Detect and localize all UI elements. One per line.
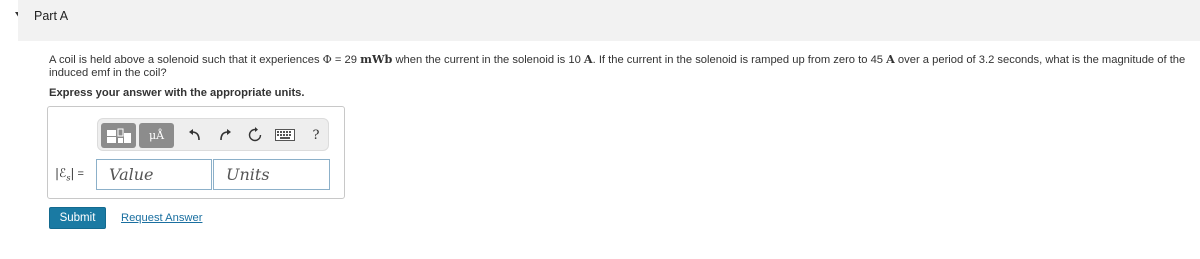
emf-label-symbol: |ℰ: [55, 166, 67, 180]
emf-label-subscript: s: [66, 173, 71, 183]
help-icon-label: ?: [312, 127, 320, 143]
submit-button[interactable]: Submit: [49, 207, 106, 229]
current-unit-1: A: [583, 52, 593, 66]
units-icon-label: μÅ: [148, 129, 165, 142]
request-answer-link[interactable]: Request Answer: [121, 212, 203, 224]
current-unit-2: A: [886, 52, 895, 66]
instruction-text: Express your answer with the appropriate units.: [49, 87, 305, 99]
emf-label-equals: =: [74, 168, 84, 180]
question-text-2: = 29: [331, 54, 361, 66]
flux-unit: mWb: [360, 52, 393, 66]
question-text-3: when the current in the solenoid is 10: [392, 54, 584, 66]
question-text: [49, 53, 1194, 80]
question-text-1: A coil is held above a solenoid such that it experiences: [49, 54, 323, 66]
math-toolbar: [97, 118, 329, 151]
emf-label: [55, 166, 84, 182]
reset-icon[interactable]: [242, 123, 268, 147]
undo-icon[interactable]: [182, 123, 208, 147]
emf-label-close: |: [70, 166, 75, 180]
part-header: [18, 0, 1200, 41]
question-text-4: . If the current in the solenoid is ramped up from zero to 45: [592, 54, 887, 66]
redo-icon[interactable]: [212, 123, 238, 147]
phi-symbol: Φ: [322, 53, 332, 66]
units-icon[interactable]: [139, 123, 174, 148]
keyboard-icon[interactable]: [272, 123, 298, 147]
value-input[interactable]: [96, 159, 212, 190]
help-icon[interactable]: [303, 123, 329, 147]
units-input[interactable]: [213, 159, 330, 190]
question-text-5: over a period of 3.2 seconds, what is the magnitude of the induced emf in the coil?: [49, 54, 1186, 79]
templates-icon[interactable]: [101, 123, 136, 148]
part-title: Part A: [34, 9, 69, 23]
